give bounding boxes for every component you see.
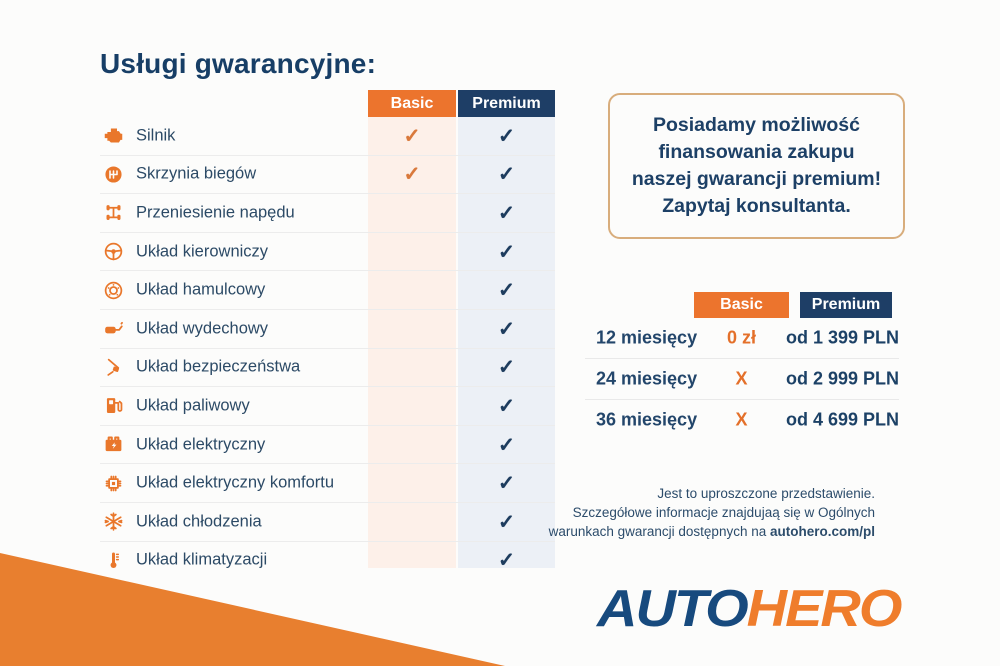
battery-icon — [101, 434, 125, 456]
premium-check-icon: ✓ — [498, 356, 515, 379]
service-row — [100, 425, 555, 464]
service-label: Układ elektryczny komfortu — [136, 473, 335, 492]
service-label: Skrzynia biegów — [136, 164, 257, 183]
pricing-premium-header: Premium — [800, 292, 892, 318]
service-label: Układ klimatyzacji — [136, 550, 268, 569]
pricing-basic-value: X — [735, 409, 748, 430]
services-table — [100, 90, 555, 572]
service-row — [100, 386, 555, 425]
service-label: Przeniesienie napędu — [136, 203, 295, 222]
basic-column-header: Basic — [368, 90, 456, 117]
pricing-table — [585, 292, 899, 440]
service-row — [100, 541, 555, 580]
disclaimer-line: warunkach gwarancji dostępnych na autohero.com/pl — [548, 524, 875, 539]
thermometer-icon — [101, 549, 125, 571]
service-row — [100, 348, 555, 387]
promo-line: Posiadamy możliwość — [653, 114, 860, 136]
service-row — [100, 270, 555, 309]
pricing-period: 12 miesięcy — [596, 327, 698, 348]
logo-hero-text: HERO — [746, 578, 901, 637]
premium-check-icon: ✓ — [498, 163, 515, 186]
pricing-period: 36 miesięcy — [596, 409, 698, 430]
pricing-row — [585, 358, 899, 399]
promo-line: finansowania zakupu — [658, 141, 855, 163]
service-label: Układ chłodzenia — [136, 512, 262, 531]
pricing-header-row — [585, 292, 899, 318]
drivetrain-icon — [101, 202, 125, 224]
pricing-basic-value: X — [735, 368, 748, 389]
basic-check-icon: ✓ — [403, 163, 421, 186]
pricing-basic-value: 0 zł — [726, 327, 756, 348]
premium-check-icon: ✓ — [498, 549, 515, 572]
service-label: Układ kierowniczy — [136, 242, 269, 261]
premium-check-icon: ✓ — [498, 279, 515, 302]
premium-check-icon: ✓ — [498, 472, 515, 495]
service-row — [100, 232, 555, 271]
pricing-basic-header: Basic — [694, 292, 789, 318]
disclaimer — [540, 484, 875, 541]
engine-icon — [101, 125, 125, 147]
seatbelt-icon — [101, 356, 125, 378]
page-title: Usługi gwarancyjne: — [100, 48, 377, 79]
steering-wheel-icon — [101, 241, 125, 263]
premium-column-header: Premium — [458, 90, 555, 117]
premium-check-icon: ✓ — [498, 511, 515, 534]
pricing-premium-value: od 1 399 PLN — [785, 327, 899, 348]
service-label: Układ elektryczny — [136, 435, 266, 454]
brake-disc-icon — [101, 279, 125, 301]
service-row — [100, 155, 555, 194]
gearbox-icon — [101, 163, 125, 185]
premium-check-icon: ✓ — [498, 241, 515, 264]
promo-box — [608, 93, 905, 239]
service-row — [100, 502, 555, 541]
premium-check-icon: ✓ — [498, 318, 515, 341]
disclaimer-line: Szczegółowe informacje znajdujaą się w Ogólnych — [572, 505, 875, 520]
pricing-premium-value: od 4 699 PLN — [785, 409, 899, 430]
premium-check-icon: ✓ — [498, 395, 515, 418]
premium-check-icon: ✓ — [498, 434, 515, 457]
chip-icon — [101, 472, 125, 494]
pricing-period: 24 miesięcy — [596, 368, 698, 389]
service-row — [100, 117, 555, 155]
fuel-pump-icon — [101, 395, 125, 417]
promo-line: naszej gwarancji premium! — [631, 168, 882, 190]
pricing-row — [585, 399, 899, 440]
logo-auto-text: AUTO — [597, 578, 747, 637]
pricing-row — [585, 318, 899, 358]
pricing-rows — [585, 318, 899, 440]
service-row — [100, 309, 555, 348]
service-label: Układ bezpieczeństwa — [136, 357, 301, 376]
premium-check-icon: ✓ — [498, 125, 515, 148]
promo-line: Zapytaj konsultanta. — [662, 195, 851, 217]
service-row — [100, 463, 555, 502]
service-label: Układ hamulcowy — [136, 280, 266, 299]
service-label: Układ paliwowy — [136, 396, 250, 415]
service-rows — [100, 117, 555, 579]
premium-check-icon: ✓ — [498, 202, 515, 225]
pricing-premium-value: od 2 999 PLN — [785, 368, 899, 389]
autohero-logo — [597, 578, 911, 638]
service-label: Układ wydechowy — [136, 319, 269, 338]
website-link: autohero.com/pl — [769, 524, 875, 539]
service-row — [100, 193, 555, 232]
service-label: Silnik — [136, 126, 176, 145]
disclaimer-line: Jest to uproszczone przedstawienie. — [657, 486, 875, 501]
snowflake-icon — [101, 511, 125, 533]
basic-check-icon: ✓ — [403, 125, 421, 148]
exhaust-icon — [101, 318, 125, 340]
